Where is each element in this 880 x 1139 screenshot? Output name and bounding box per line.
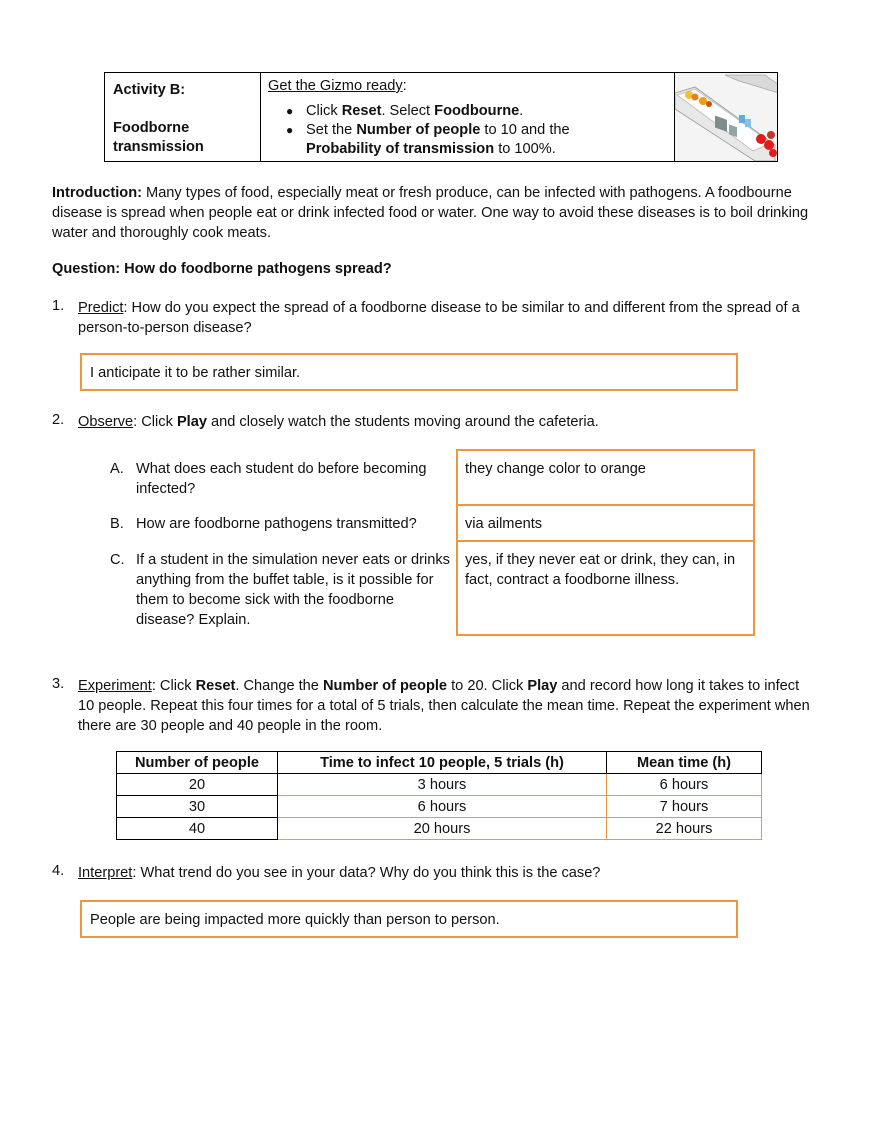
buffet-table-illustration: [675, 73, 777, 161]
people-cell: 40: [117, 818, 278, 840]
people-cell: 20: [117, 774, 278, 796]
table-row: [117, 818, 762, 840]
instruction-item: ● Click Reset. Select Foodbourne.: [306, 102, 667, 121]
q3-number: 3.: [52, 676, 65, 692]
q1-answer-box[interactable]: [80, 353, 738, 391]
time-cell[interactable]: 6 hours: [278, 796, 607, 818]
activity-title-line2: transmission: [113, 139, 204, 155]
q2a-question: A. What does each student do before becoming infected?: [110, 461, 427, 497]
q3-prompt: Experiment: Click Reset. Change the Number of people to 20. Click Play and record how long it takes to infect 10 people. Repeat this four times for a total of 5 trials, then calculate the mean time. Repeat the experiment when there are 30 people and 40 people in the room.: [78, 678, 810, 734]
activity-header-table: [104, 72, 778, 162]
introduction-paragraph: [52, 183, 832, 243]
table-row: [117, 796, 762, 818]
q2-label: Observe: [78, 414, 134, 430]
q2c-answer-box[interactable]: [456, 540, 755, 636]
introduction-text: Many types of food, especially meat or fresh produce, can be infected with pathogens. A foodbourne disease is spread when people eat or drink infected food or water. One way to avoid these diseases is to boil drinking water and thoroughly cook meats.: [52, 185, 809, 241]
q4-number: 4.: [52, 863, 65, 879]
q4-label: Interpret: [78, 865, 133, 881]
header-time-to-infect: Time to infect 10 people, 5 trials (h): [278, 752, 607, 774]
q1-number: 1.: [52, 298, 65, 314]
guiding-question: Question: How do foodborne pathogens spread?: [52, 261, 392, 277]
activity-label: Activity B:: [113, 82, 186, 98]
introduction-label: Introduction:: [52, 185, 142, 201]
q1-answer: I anticipate it to be rather similar.: [90, 365, 301, 381]
q2b-answer-box[interactable]: [456, 504, 755, 542]
q2b-question: B. How are foodborne pathogens transmitted?: [110, 516, 417, 532]
mean-cell[interactable]: 7 hours: [607, 796, 762, 818]
table-row: [117, 774, 762, 796]
q4-answer: People are being impacted more quickly than person to person.: [90, 912, 500, 928]
q2a-answer: they change color to orange: [465, 461, 646, 477]
instruction-item: ● Set the Number of people to 10 and the Probability of transmission to 100%.: [306, 121, 667, 159]
mean-cell[interactable]: 6 hours: [607, 774, 762, 796]
q3-label: Experiment: [78, 678, 152, 694]
q2-number: 2.: [52, 412, 65, 428]
time-cell[interactable]: 20 hours: [278, 818, 607, 840]
q4-answer-box[interactable]: [80, 900, 738, 938]
people-cell: 30: [117, 796, 278, 818]
header-number-of-people: Number of people: [117, 752, 278, 774]
time-cell[interactable]: 3 hours: [278, 774, 607, 796]
table-header-row: [117, 752, 762, 774]
cafeteria-thumbnail: [675, 73, 777, 161]
gizmo-instructions-list: [268, 102, 667, 159]
gizmo-ready-heading: Get the Gizmo ready: [268, 78, 403, 94]
activity-title-cell: [105, 73, 261, 161]
q2b-answer: via ailments: [465, 516, 543, 532]
q2a-answer-box[interactable]: [456, 449, 755, 506]
header-mean-time: Mean time (h): [607, 752, 762, 774]
q1-label: Predict: [78, 300, 124, 316]
q2c-answer: yes, if they never eat or drink, they can, in fact, contract a foodborne illness.: [465, 552, 736, 588]
q1-prompt: Predict: How do you expect the spread of a foodborne disease to be similar to and different from the spread of a person-to-person disease?: [78, 300, 800, 336]
q4-prompt: Interpret: What trend do you see in your data? Why do you think this is the case?: [78, 865, 601, 881]
q2c-question: C. If a student in the simulation never eats or drinks anything from the buffet table, is it possible for them to become sick with the foodborne disease? Explain.: [110, 552, 450, 628]
experiment-data-table: [116, 751, 762, 840]
activity-title-line1: Foodborne: [113, 120, 190, 136]
mean-cell[interactable]: 22 hours: [607, 818, 762, 840]
gizmo-instructions-cell: Get the Gizmo ready: ● Click Reset. Select Foodbourne. ● Set the Number of people to 10 and the Probability of transmission to 100%.: [261, 73, 675, 161]
q2-prompt: Observe: Click Play and closely watch the students moving around the cafeteria.: [78, 414, 599, 430]
